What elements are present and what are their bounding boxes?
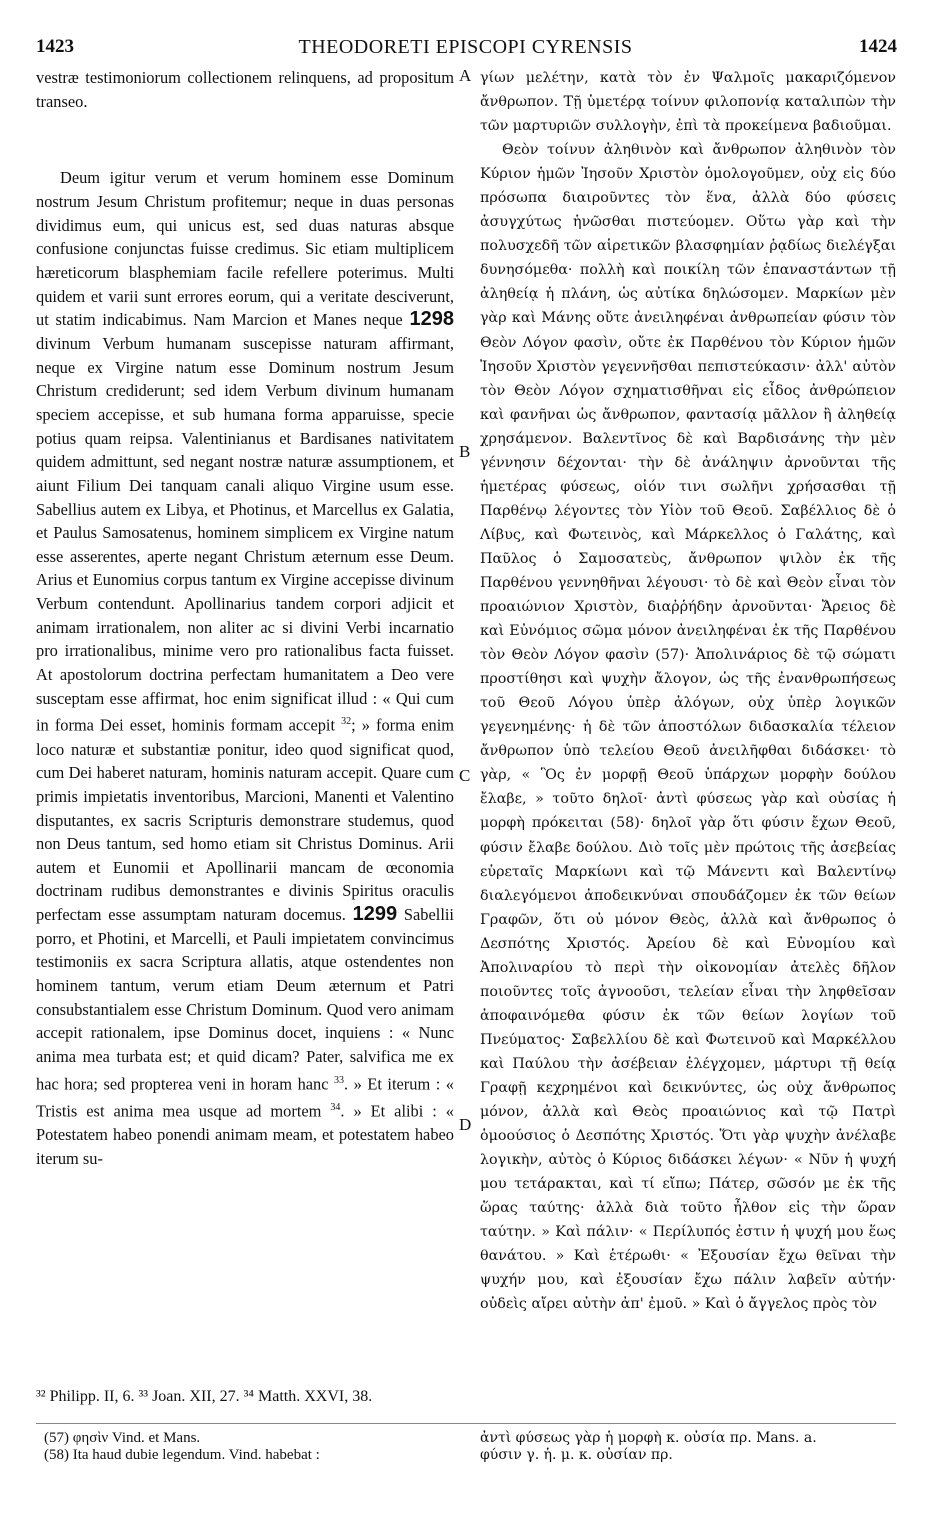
variant-notes-left bbox=[44, 1430, 320, 1464]
latin-paragraph-1: vestræ testimoniorum collectionem relinquens, ad propositum transeo. bbox=[36, 68, 454, 111]
running-title: THEODORETI EPISCOPI CYRENSIS bbox=[298, 36, 633, 58]
column-number-1298: 1298 bbox=[409, 308, 454, 331]
variant-notes-right bbox=[480, 1430, 817, 1464]
latin-text: Deum igitur verum et verum hominem esse Dominum nostrum Jesum Christum profitemur; neque in duas personas dividimus eum, qui unicus est, sed duas naturas absque confusione conjunctas fuisse credimus. Sic etiam multiplicem hæreticorum blasphemiam facile refellere poterimus. Multi quidem et varii sunt errores eorum, qui a veritate desciverunt, ut statim indicabimus. Nam Marcion et Manes neque bbox=[36, 168, 454, 330]
greek-column bbox=[480, 66, 896, 1316]
variant-note-58: (58) Ita haud dubie legendum. Vind. habebat : bbox=[44, 1447, 320, 1463]
margin-letter-c: C bbox=[459, 766, 471, 785]
footnote-ref-34: 34 bbox=[330, 1101, 341, 1113]
footnote-ref-32: 32 bbox=[341, 716, 352, 728]
latin-text: . » Et alibi : « Potestatem habeo ponendi animam meam, et potestatem habeo iterum su- bbox=[36, 1101, 454, 1168]
greek-paragraph-1: γίων μελέτην, κατὰ τὸν ἐν Ψαλμοῖς μακαριζόμενον ἄνθρωπον. Τῇ ὑμετέρᾳ τοίνυν φιλοπονίᾳ καταλιπὼν τὴν τῶν μαρτυριῶν συλλογὴν, ἐπὶ τὰ προκείμενα βαδιοῦμαι. bbox=[480, 70, 896, 135]
latin-text: ; » forma enim loco naturæ et substantiæ ponitur, ideo quod significat quod, cum Dei haberet naturam, hominis naturam accepit. Quare cum primis impietatis inventoribus, Marcioni, Manenti et Valentino disputantes, ex sacris Scripturis demonstrare studemus, quod non Deus tantum, sed homo etiam sit Christus Dominus. Arii autem et Eunomii et Apollinarii mancam de œconomia doctrinam rudibus demonstrantes e divinis Spiritus oraculis perfectam esse assumptam naturam docemus. bbox=[36, 715, 454, 925]
page-number-right: 1424 bbox=[859, 36, 897, 57]
footnote-ref-33: 33 bbox=[334, 1074, 345, 1086]
margin-letter-b: B bbox=[459, 442, 471, 461]
variant-note-58-greek-1: ἀντὶ φύσεως γὰρ ἡ μορφὴ κ. οὐσία πρ. Mans. a. bbox=[480, 1430, 817, 1446]
variant-note-58-greek-2: φύσιν γ. ἡ. μ. κ. οὐσίαν πρ. bbox=[480, 1447, 673, 1463]
latin-text: . » Et iterum : « Tristis est anima mea usque ad mortem bbox=[36, 1074, 454, 1121]
latin-paragraph-2 bbox=[36, 166, 454, 1170]
page-number-left: 1423 bbox=[36, 36, 74, 57]
latin-text: divinum Verbum humanam suscepisse naturam affirmant, neque ex Virgine natum esse Dominum nostrum Jesum Christum crediderunt; sed idem Verbum divinum humanam speciem accepisse, et sub humana forma apparuisse, specie potius quam reipsa. Valentinianus et Bardisanes nativitatem quidem admittunt, sed negant nostræ naturæ assumptionem, et aiunt Filium Dei tanquam canali aliquo Virgine usum esse. Sabellius autem ex Libya, et Photinus, et Marcellus ex Galatia, et Paulus Samosatenus, hominem simplicem ex Virgine natum esse asserentes, aperte negant Christum æternum esse Deum. Arius et Eunomius corpus tantum ex Virgine accepisse divinum Verbum contendunt. Apollinarius tandem corpori adjicit et animam irrationalem, non aliter ac si divini Verbi incarnatio pro irrationalibus, minime vero pro rationalibus facta fuisset. At apostolorum doctrina perfectam humanitatem a Deo vere susceptam esse affirmat, hoc enim significat illud : « Qui cum in forma Dei esset, hominis formam accepit bbox=[36, 333, 454, 735]
greek-paragraph-2: Θεὸν τοίνυν ἀληθινὸν καὶ ἄνθρωπον ἀληθινὸν τὸν Κύριον ἡμῶν Ἰησοῦν Χριστὸν ὁμολογοῦμεν, οὐχ εἰς δύο πρόσωπα διαιροῦντες τὸν ἕνα, ἀλλὰ δύο φύσεις ἀσυγχύτως ἡνῶσθαι πιστεύομεν. Οὕτω γὰρ καὶ τὴν πολυσχεδῆ τῶν αἱρετικῶν βλασφημίαν ῥᾳδίως διελέγξαι δυνησόμεθα· πολλὴ καὶ ποικίλη τῶν ἐπαναστάντων τῇ ἀληθείᾳ ἡ πλάνη, ὡς αὐτίκα δηλώσομεν. Μαρκίων μὲν γὰρ καὶ Μάνης οὔτε ἀνειληφέναι ἀνθρωπείαν φύσιν τὸν Θεὸν Λόγον φασὶν, οὔτε ἐκ Παρθένου τὸν Κύριον ἡμῶν Ἰησοῦν Χριστὸν γεγεννῆσθαι πεπιστεύκασιν· ἀλλ' αὐτὸν τὸν Θεὸν Λόγον σχηματισθῆναι εἰς εἶδος ἀνθρώπειον καὶ φανῆναι ὡς ἄνθρωπον, φαντασίᾳ μᾶλλον ἢ ἀληθείᾳ χρησάμενον. Βαλεντῖνος δὲ καὶ Βαρδισάνης τὴν μὲν γέννησιν δέχονται· τὴν δὲ ἀνάληψιν ἀρνοῦνται τῆς ἡμετέρας φύσεως, οἱόν τινι σωλῆνι χρήσασθαι τῇ Παρθένῳ λέγοντες τὸν Υἱὸν τοῦ Θεοῦ. Σαβέλλιος δὲ ὁ Λίβυς, καὶ Φωτεινὸς, καὶ Μάρκελλος ὁ Γαλάτης, καὶ Παῦλος ὁ Σαμοσατεὺς, ἄνθρωπον ψιλὸν ἐκ τῆς Παρθένου γεννηθῆναι λέγουσι· τὸ δὲ καὶ Θεὸν εἶναι τὸν προαιώνιον Χριστὸν, διαῤῥήδην ἀρνοῦνται· Ἄρειος δὲ καὶ Εὐνόμιος σῶμα μόνον ἀνειληφέναι ἐκ τῆς Παρθένου τὸν Θεὸν Λόγον φασὶν (57)· Ἀπολινάριος δὲ τῷ σώματι προστίθησι καὶ ψυχὴν ἄλογον, ὡς τῆς ἐνανθρωπήσεως τοῦ Θεοῦ Λόγου ὑπὲρ ἀλόγων, οὐχ ὑπὲρ λογικῶν γεγενημένης· ἡ δὲ τῶν ἀποστόλων διδασκαλία τέλειον ἄνθρωπον ὑπὸ τελείου Θεοῦ ἀνειλῆφθαι διδάσκει· τὸ γὰρ, « Ὃς ἐν μορφῇ Θεοῦ ὑπάρχων μορφὴν δούλου ἔλαβε, » τοῦτο δηλοῖ· ἀντὶ φύσεως γὰρ καὶ οὐσίας ἡ μορφὴ πρόκειται (58)· δηλοῖ γὰρ ὅτι φύσιν ἔχων Θεοῦ, φύσιν ἔλαβε δούλου. Διὸ τοῖς μὲν πρώτοις τῆς ἀσεβείας εὑρεταῖς Μαρκίωνι καὶ τῷ Μάνεντι καὶ Βαλεντίνῳ διαλεγόμενοι ἀποδεικνύναι σπουδάζομεν ἐκ τῶν θείων Γραφῶν, ὅτι οὐ μόνον Θεὸς, ἀλλὰ καὶ ἄνθρωπος ὁ Δεσπότης Χριστός. Ἀρείου δὲ καὶ Εὐνομίου καὶ Ἀπολιναρίου τὸ περὶ τὴν οἰκονομίαν ἀτελὲς δῆλον ποιοῦντες τοῖς ἀγνοοῦσι, τελείαν εἶναι τὴν ληφθεῖσαν ἀποφαινόμεθα φύσιν ἐκ τῶν θείων λογίων τοῦ Πνεύματος· Σαβελλίου δὲ καὶ Φωτεινοῦ καὶ Μαρκέλλου καὶ Παύλου τὴν ἀσέβειαν ἐλέγχομεν, μάρτυρι τῇ θείᾳ Γραφῇ κεχρημένοι καὶ δεικνύντες, ὡς οὐχ ἄνθρωπος μόνον, ἀλλὰ καὶ Θεὸς προαιώνιος καὶ τῷ Πατρὶ ὁμοούσιος ὁ Δεσπότης Χριστός. Ὅτι γὰρ ψυχὴν ἀνέλαβε λογικὴν, αὐτὸς ὁ Κύριος διδάσκει λέγων· « Νῦν ἡ ψυχή μου τετάρακται, καὶ τί εἴπω; Πάτερ, σῶσόν με ἐκ τῆς ὥρας ταύτης· ἀλλὰ διὰ τοῦτο ἦλθον εἰς τὴν ὥραν ταύτην. » Καὶ πάλιν· « Περίλυπός ἐστιν ἡ ψυχή μου ἕως θανάτου. » Καὶ ἑτέρωθι· « Ἐξουσίαν ἔχω θεῖναι τὴν ψυχήν μου, καὶ ἐξουσίαν ἔχω πάλιν λαβεῖν αὐτήν· οὐδεὶς αἴρει αὐτὴν ἀπ' ἐμοῦ. » Καὶ ὁ ἄγγελος πρὸς τὸν bbox=[480, 142, 896, 1313]
column-number-1299: 1299 bbox=[352, 903, 398, 926]
latin-column bbox=[36, 66, 454, 1170]
footnote-divider bbox=[36, 1423, 896, 1424]
variant-note-57: (57) φησὶν Vind. et Mans. bbox=[44, 1430, 201, 1446]
latin-text: Sabellii porro, et Photini, et Marcelli, et Pauli impietatem convincimus testimoniis ex sacra Scriptura allatis, atque ostendentes non hominem tantum, verum etiam Deum æternum et Patri consubstantialem esse Christum Dominum. Quod vero animam accepit rationalem, ipse Dominus docet, inquiens : « Nunc anima mea turbata est; et quid dicam? Pater, salvifica me ex hac hora; sed propterea veni in horam hanc bbox=[36, 905, 454, 1094]
margin-letter-a: A bbox=[459, 66, 472, 85]
margin-letter-d: D bbox=[459, 1115, 472, 1134]
page-header bbox=[0, 36, 931, 66]
footnote-references: ³² Philipp. II, 6. ³³ Joan. XII, 27. ³⁴ Matth. XXVI, 38. bbox=[36, 1388, 373, 1405]
